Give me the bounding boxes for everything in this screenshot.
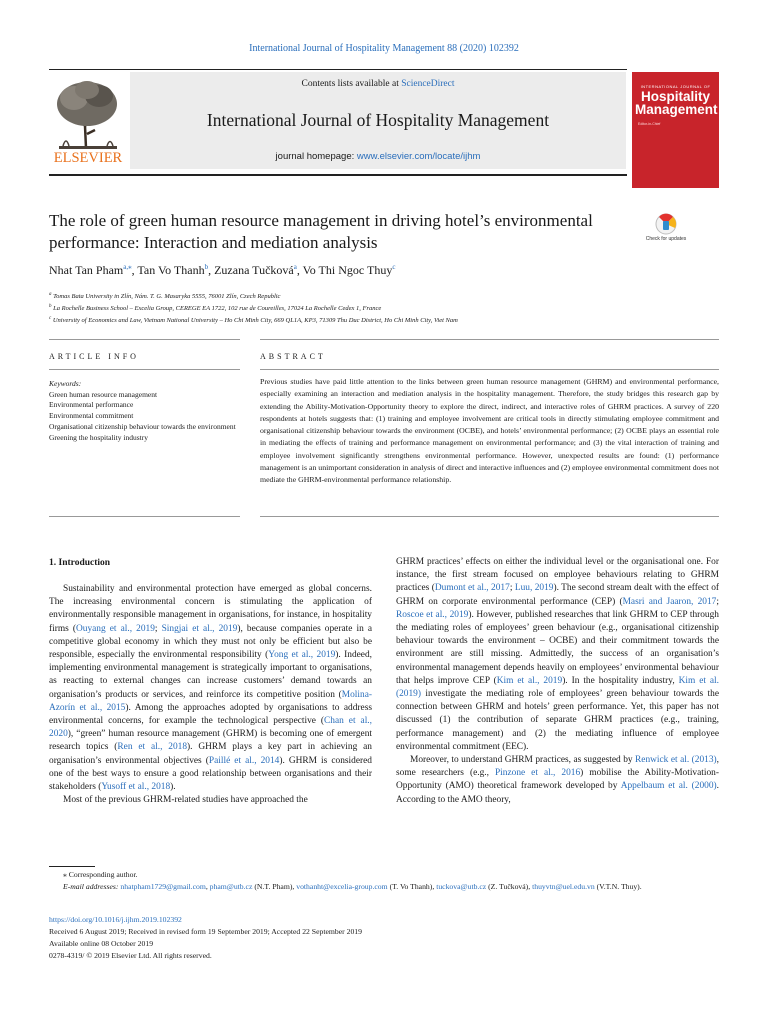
keywords-label: Keywords: bbox=[49, 379, 82, 388]
homepage-link[interactable]: www.elsevier.com/locate/ijhm bbox=[356, 151, 481, 162]
citation-link[interactable]: Ouyang et al., 2019 bbox=[76, 623, 155, 634]
author-affiliation-mark[interactable]: a,⁎ bbox=[123, 263, 132, 271]
corresponding-note: ⁎ Corresponding author. bbox=[63, 870, 138, 879]
citation-link[interactable]: Singjai et al., 2019 bbox=[161, 623, 238, 634]
author-name: Vo Thi Ngoc Thuy bbox=[302, 263, 393, 277]
elsevier-logo bbox=[49, 74, 127, 166]
citation-link[interactable]: Chan et al., 2020 bbox=[49, 716, 372, 740]
contents-line bbox=[130, 79, 626, 89]
footnotes bbox=[49, 869, 719, 893]
citation-link[interactable]: Pinzone et al., 2016 bbox=[494, 768, 581, 779]
check-updates-icon bbox=[645, 213, 687, 237]
citation-link[interactable]: Kim et al., 2019 bbox=[496, 675, 563, 686]
info-rule bbox=[49, 369, 240, 370]
received-dates: Received 6 August 2019; Received in revised form 19 September 2019; Accepted 22 September 2019 bbox=[49, 927, 362, 936]
journal-reference[interactable]: International Journal of Hospitality Management 88 (2020) 102392 bbox=[249, 43, 519, 54]
citation-link[interactable]: Molina-Azorín et al., 2015 bbox=[49, 689, 372, 713]
affiliations bbox=[49, 290, 458, 326]
citation-link[interactable]: Paillé et al., 2014 bbox=[208, 755, 280, 766]
citation-link[interactable]: Appelbaum et al. (2000) bbox=[620, 781, 717, 792]
author-name: Tan Vo Thanh bbox=[137, 263, 205, 277]
keyword-item: Environmental performance bbox=[49, 400, 134, 410]
check-for-updates-badge[interactable] bbox=[645, 213, 687, 261]
elsevier-wordmark: ELSEVIER bbox=[53, 150, 123, 166]
author-name: Zuzana Tučková bbox=[214, 263, 294, 277]
publication-info bbox=[49, 914, 719, 962]
footnote-rule bbox=[49, 866, 95, 867]
author-affiliation-mark[interactable]: a bbox=[293, 263, 297, 271]
journal-cover-image[interactable] bbox=[632, 72, 719, 188]
author-name: Nhat Tan Pham bbox=[49, 263, 124, 277]
email-link[interactable]: tuckova@utb.cz bbox=[436, 882, 487, 891]
citation-link[interactable]: Kim et al. (2019) bbox=[396, 675, 720, 700]
cover-small-text: INTERNATIONAL JOURNAL OF bbox=[640, 84, 711, 89]
citation-link[interactable]: Renwick et al. (2013) bbox=[635, 755, 717, 766]
sciencedirect-link[interactable]: ScienceDirect bbox=[401, 79, 455, 89]
email-link[interactable]: thuyvtn@uel.edu.vn bbox=[532, 882, 595, 891]
available-online: Available online 08 October 2019 bbox=[49, 939, 154, 948]
homepage-prefix: journal homepage: bbox=[275, 151, 357, 162]
affiliation-line bbox=[49, 302, 458, 314]
keyword-item: Organisational citizenship behaviour towards the environment bbox=[49, 421, 236, 431]
abstract-rule bbox=[260, 339, 719, 340]
email-link[interactable]: vothanht@excelia-group.com bbox=[296, 882, 388, 891]
affiliation-text: La Rochelle Business School – Excelia Group, CEREGE EA 1722, 102 rue de Coureilles, 17024 La Rochelle Cedex 1, France bbox=[51, 305, 382, 313]
author-affiliation-mark[interactable]: c bbox=[392, 263, 396, 271]
email-link[interactable]: pham@utb.cz bbox=[209, 882, 253, 891]
citation-link[interactable]: Yusoff et al., 2018 bbox=[101, 782, 171, 793]
citation-link[interactable]: Luu, 2019 bbox=[514, 583, 554, 594]
info-rule bbox=[49, 516, 240, 517]
author-list: Nhat Tan Pham$^{a,⁎}$, Tan Vo Thanh$^b$, Zuzana Tučková$^a$, Vo Thi Ngoc Thuy$^c$ bbox=[49, 263, 396, 277]
contents-prefix: Contents lists available at bbox=[301, 79, 402, 89]
paragraph: Most of the previous GHRM-related studies have approached the bbox=[63, 795, 308, 806]
info-rule bbox=[49, 339, 240, 340]
citation-link[interactable]: Roscoe et al., 2019 bbox=[396, 609, 469, 620]
homepage-line bbox=[130, 151, 626, 162]
keyword-item: Greening the hospitality industry bbox=[49, 432, 148, 442]
affiliation-text: Tomas Bata University in Zlín, Nám. T. G. Masaryka 5555, 76001 Zlín, Czech Republic bbox=[51, 293, 281, 301]
paragraph: Sustainability and environmental protection have emerged as global concerns. The increasing environmental concern is stimulating the application of environmentally responsible management in organisations, for instance, in hospitality firms (Ouyang et al., 2019; Singjai et al., 2019), because companies operate in a competitive global economy in which they must not only be efficient but also be responsible, especially the environmental responsibility (Yong et al., 2019). Indeed, implementing environmental management is strategically important to organisations, as reacting to external changes can increase customers’ demand towards an organisation’s products or services, and reinforce its competitive position (Molina-Azorín et al., 2015). Among the approaches adopted by organisations to address environmental concerns, for example the technological perspective (Chan et al., 2020), “green” human resource management (GHRM) is becoming one of emergent research topics (Ren et al., 2018). GHRM plays a key part in achieving an organisation’s environmental objectives (Paillé et al., 2014). GHRM is considered one of the best ways to ensure a good relationship between organisations and their stakeholders (Yusoff et al., 2018). bbox=[49, 584, 372, 793]
paragraph: Moreover, to understand GHRM practices, as suggested by Renwick et al. (2013), some researchers (e.g., Pinzone et al., 2016) mobilise the Ability-Motivation-Opportunity (AMO) theoretical framework developed by Appelbaum et al. (2000). According to the AMO theory, bbox=[396, 755, 719, 805]
check-updates-label: Check for updates bbox=[645, 236, 687, 242]
keyword-item: Environmental commitment bbox=[49, 411, 134, 421]
citation-link[interactable]: Yong et al., 2019 bbox=[268, 650, 336, 661]
cover-editor-text: Editor-in-Chief bbox=[638, 122, 661, 126]
email-label: E-mail addresses: bbox=[63, 882, 121, 891]
article-title: The role of green human resource management in driving hotel’s environmental performance: Interaction and mediation analysis bbox=[49, 211, 593, 252]
journal-title: International Journal of Hospitality Management bbox=[206, 110, 550, 130]
affiliation-text: University of Economics and Law, Vietnam National University – Ho Chi Minh City, 669 QL1A, KP3, 71309 Thu Duc District, Ho Chi Minh City, Viet Nam bbox=[51, 317, 458, 325]
keywords-block bbox=[49, 379, 240, 443]
affiliation-line bbox=[49, 314, 458, 326]
header-top-rule bbox=[49, 69, 627, 70]
header-bottom-rule bbox=[49, 174, 627, 176]
keyword-item: Green human resource management bbox=[49, 389, 158, 399]
email-addresses: E-mail addresses: nhatpham1729@gmail.com, pham@utb.cz (N.T. Pham), vothanht@excelia-group.com (T. Vo Thanh), tuckova@utb.cz (Z. Tučková), thuyvtn@uel.edu.vn (V.T.N. Thuy). bbox=[63, 882, 642, 891]
author-affiliation-mark[interactable]: b bbox=[204, 263, 209, 271]
elsevier-tree-icon bbox=[49, 74, 127, 166]
article-info-heading: ARTICLE INFO bbox=[49, 352, 139, 361]
affiliation-mark: a bbox=[49, 292, 52, 297]
affiliation-mark: c bbox=[49, 316, 52, 322]
body-column-right bbox=[396, 556, 719, 807]
section-heading: 1. Introduction bbox=[49, 558, 111, 568]
copyright: 0278-4319/ © 2019 Elsevier Ltd. All rights reserved. bbox=[49, 951, 212, 960]
citation-link[interactable]: Ren et al., 2018 bbox=[117, 742, 188, 753]
affiliation-line bbox=[49, 290, 458, 302]
doi-link[interactable]: https://doi.org/10.1016/j.ijhm.2019.102392 bbox=[49, 915, 182, 924]
abstract-rule bbox=[260, 516, 719, 517]
affiliation-mark: b bbox=[49, 304, 52, 310]
abstract-rule bbox=[260, 369, 719, 370]
paragraph: GHRM practices’ effects on either the individual level or the organisational one. For instance, the first stream focused on employee behaviours relating to GHRM practices (Dumont et al., 2017; Luu, 2019). The second stream dealt with the effect of GHRM on corporate environmental performance (CEP) (Masri and Jaaron, 2017; Roscoe et al., 2019). However, published researches that link GHRM to CEP through the mediating roles of employees’ green behaviour (e.g., organisational citizenship behaviour towards the environment – OCBE) and their commitment towards the environment are still missing. Admittedly, the success of an organisation’s environmental management depends heavily on employees’ environmental behaviour that helps improve CEP (Kim et al., 2019). In the hospitality industry, Kim et al. (2019) investigate the mediating role of employees’ green behaviour towards the connection between GHRM and hotels’ green performance. Yet, this paper has not discussed (1) the contribution of separate GHRM practices (e.g., training, performance management) and (2) the mediating influence of employee environmental commitment (EEC). bbox=[396, 557, 720, 752]
citation-link[interactable]: Dumont et al., 2017 bbox=[434, 583, 510, 594]
cover-title-text: Hospitality Management bbox=[635, 89, 718, 117]
citation-link[interactable]: Masri and Jaaron, 2017 bbox=[622, 596, 717, 607]
abstract-heading: ABSTRACT bbox=[260, 352, 326, 361]
abstract-text: Previous studies have paid little attention to the links between green human resource management (GHRM) and environmental performance, especially examining an interaction and mediation analysis in the hospitality management. Therefore, the study bridges this research gap by extending the Ability-Motivation-Opportunity theory to explore the direct, indirect, and interactive roles of GHRM practices. A survey of 220 respondents at hotels suggests that: (1) training and employee involvement are critical tools in directly stimulating employee commitment and organisational citizenship behaviour towards the environment (OCBE), and hotels’ environmental performance; (2) OCBE plays an essential role in mediating the effects of training and performance management on environmental performance; and (3) the vital interaction of training and employee involvement significantly strengthens environmental performance. However, unexpected results are found: (1) performance management is an unimportant consideration in analysis of direct and interactive influences and (2) employee environmental commitment does not mediate the GHRM-environmental performance relationship. bbox=[260, 377, 719, 485]
body-column-left bbox=[49, 583, 372, 807]
email-link[interactable]: nhatpham1729@gmail.com bbox=[120, 882, 206, 891]
